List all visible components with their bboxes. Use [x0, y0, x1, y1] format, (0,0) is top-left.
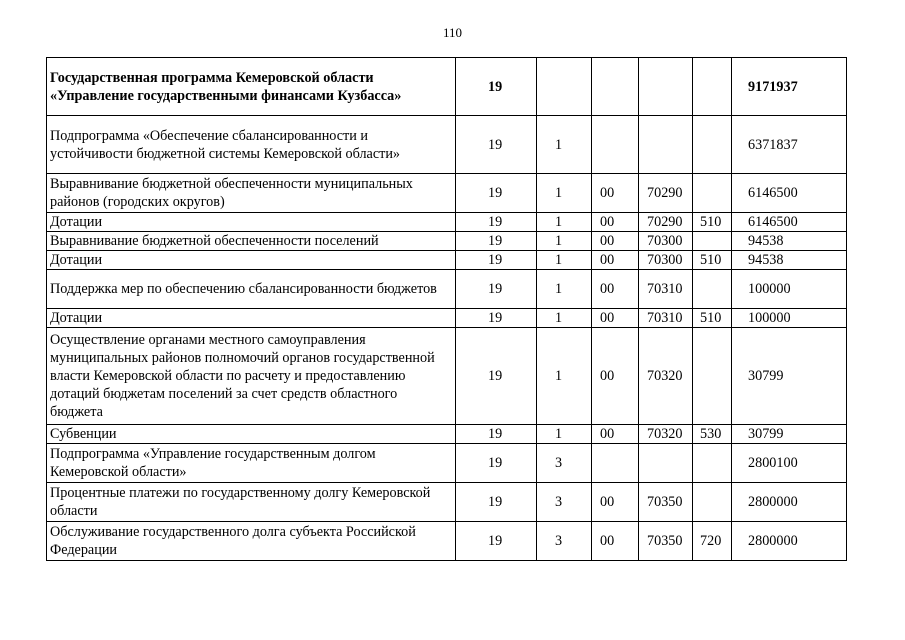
table-row — [47, 425, 847, 444]
cell-expense-type-code: 530 — [693, 425, 732, 444]
cell-measure-code: 00 — [592, 213, 639, 232]
cell-program-code: 19 — [456, 483, 537, 522]
cell-measure-code: 00 — [592, 328, 639, 425]
cell-direction-code — [639, 58, 693, 116]
cell-amount: 30799 — [732, 425, 847, 444]
table-row — [47, 328, 847, 425]
cell-program-code: 19 — [456, 174, 537, 213]
cell-subprogram-code: 1 — [537, 251, 592, 270]
cell-subprogram-code: 1 — [537, 116, 592, 174]
cell-name: Выравнивание бюджетной обеспеченности поселений — [47, 232, 456, 251]
cell-expense-type-code: 510 — [693, 251, 732, 270]
cell-program-code: 19 — [456, 251, 537, 270]
cell-name: Дотации — [47, 309, 456, 328]
table-row — [47, 116, 847, 174]
cell-name: Дотации — [47, 251, 456, 270]
cell-subprogram-code: 1 — [537, 425, 592, 444]
cell-subprogram-code: 3 — [537, 483, 592, 522]
cell-measure-code: 00 — [592, 483, 639, 522]
cell-direction-code: 70300 — [639, 251, 693, 270]
cell-amount: 94538 — [732, 251, 847, 270]
cell-name: Осуществление органами местного самоуправления муниципальных районов полномочий органов государственной власти Кемеровской области по расчету и предоставлению дотаций бюджетам поселений за счет средств областного бюджета — [47, 328, 456, 425]
cell-expense-type-code — [693, 116, 732, 174]
table-row — [47, 444, 847, 483]
table-row — [47, 232, 847, 251]
cell-measure-code — [592, 444, 639, 483]
cell-program-code: 19 — [456, 213, 537, 232]
cell-program-code: 19 — [456, 270, 537, 309]
cell-program-code: 19 — [456, 328, 537, 425]
cell-name: Государственная программа Кемеровской области «Управление государственными финансами Кузбасса» — [47, 58, 456, 116]
cell-amount: 6371837 — [732, 116, 847, 174]
cell-amount: 2800000 — [732, 483, 847, 522]
cell-measure-code: 00 — [592, 425, 639, 444]
cell-program-code: 19 — [456, 309, 537, 328]
table-row — [47, 213, 847, 232]
cell-measure-code — [592, 116, 639, 174]
cell-name: Обслуживание государственного долга субъекта Российской Федерации — [47, 522, 456, 561]
cell-direction-code — [639, 444, 693, 483]
cell-direction-code: 70320 — [639, 425, 693, 444]
cell-expense-type-code — [693, 444, 732, 483]
cell-expense-type-code: 720 — [693, 522, 732, 561]
cell-amount: 2800000 — [732, 522, 847, 561]
cell-program-code: 19 — [456, 522, 537, 561]
cell-direction-code: 70350 — [639, 522, 693, 561]
cell-expense-type-code — [693, 328, 732, 425]
cell-expense-type-code — [693, 174, 732, 213]
cell-direction-code: 70290 — [639, 174, 693, 213]
cell-program-code: 19 — [456, 444, 537, 483]
cell-amount: 6146500 — [732, 213, 847, 232]
cell-subprogram-code: 1 — [537, 309, 592, 328]
cell-amount: 100000 — [732, 270, 847, 309]
cell-amount: 2800100 — [732, 444, 847, 483]
cell-expense-type-code — [693, 232, 732, 251]
cell-name: Субвенции — [47, 425, 456, 444]
cell-program-code: 19 — [456, 232, 537, 251]
cell-measure-code: 00 — [592, 309, 639, 328]
cell-name: Подпрограмма «Обеспечение сбалансированности и устойчивости бюджетной системы Кемеровской области» — [47, 116, 456, 174]
cell-program-code: 19 — [456, 58, 537, 116]
table-row — [47, 174, 847, 213]
cell-amount: 30799 — [732, 328, 847, 425]
cell-expense-type-code: 510 — [693, 309, 732, 328]
table-row — [47, 251, 847, 270]
cell-name: Поддержка мер по обеспечению сбалансированности бюджетов — [47, 270, 456, 309]
cell-measure-code: 00 — [592, 251, 639, 270]
cell-measure-code: 00 — [592, 522, 639, 561]
cell-expense-type-code — [693, 483, 732, 522]
table-row — [47, 309, 847, 328]
table-row — [47, 58, 847, 116]
cell-direction-code: 70310 — [639, 270, 693, 309]
cell-amount: 9171937 — [732, 58, 847, 116]
cell-subprogram-code — [537, 58, 592, 116]
cell-subprogram-code: 3 — [537, 444, 592, 483]
cell-measure-code: 00 — [592, 270, 639, 309]
cell-direction-code: 70350 — [639, 483, 693, 522]
cell-name: Процентные платежи по государственному долгу Кемеровской области — [47, 483, 456, 522]
cell-name: Подпрограмма «Управление государственным долгом Кемеровской области» — [47, 444, 456, 483]
cell-name: Дотации — [47, 213, 456, 232]
cell-subprogram-code: 1 — [537, 270, 592, 309]
page-number: 110 — [442, 25, 463, 40]
cell-amount: 100000 — [732, 309, 847, 328]
cell-direction-code: 70300 — [639, 232, 693, 251]
cell-expense-type-code: 510 — [693, 213, 732, 232]
cell-measure-code — [592, 58, 639, 116]
cell-amount: 94538 — [732, 232, 847, 251]
cell-amount: 6146500 — [732, 174, 847, 213]
table-row — [47, 270, 847, 309]
cell-direction-code: 70320 — [639, 328, 693, 425]
cell-subprogram-code: 3 — [537, 522, 592, 561]
budget-table — [46, 57, 847, 561]
cell-program-code: 19 — [456, 425, 537, 444]
cell-measure-code: 00 — [592, 174, 639, 213]
cell-expense-type-code — [693, 270, 732, 309]
cell-measure-code: 00 — [592, 232, 639, 251]
table-row — [47, 483, 847, 522]
cell-direction-code: 70290 — [639, 213, 693, 232]
cell-subprogram-code: 1 — [537, 174, 592, 213]
cell-name: Выравнивание бюджетной обеспеченности муниципальных районов (городских округов) — [47, 174, 456, 213]
cell-direction-code: 70310 — [639, 309, 693, 328]
table-body — [47, 58, 847, 561]
cell-expense-type-code — [693, 58, 732, 116]
cell-subprogram-code: 1 — [537, 328, 592, 425]
cell-subprogram-code: 1 — [537, 232, 592, 251]
cell-subprogram-code: 1 — [537, 213, 592, 232]
cell-direction-code — [639, 116, 693, 174]
table-row — [47, 522, 847, 561]
cell-program-code: 19 — [456, 116, 537, 174]
